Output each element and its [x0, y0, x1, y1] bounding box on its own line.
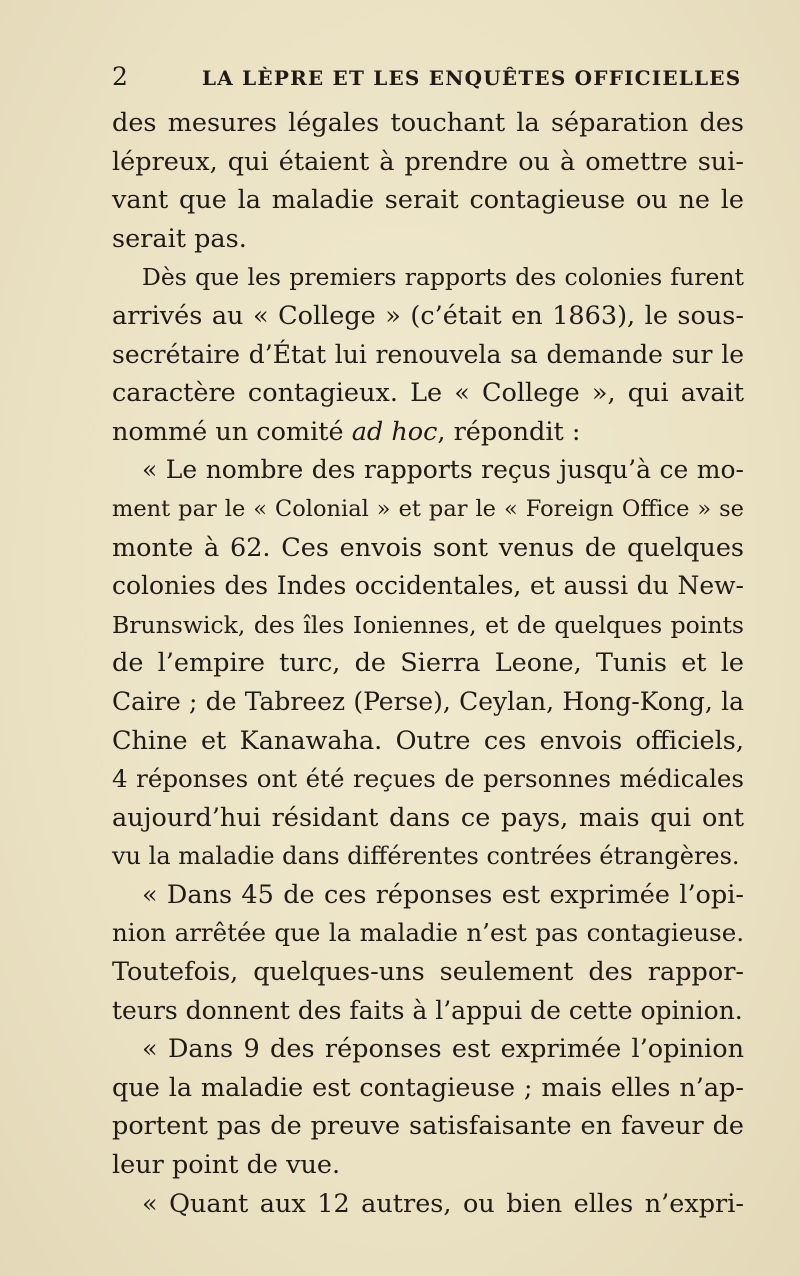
text-line: « Dans 45 de ces réponses est exprimée l’opi-: [142, 879, 744, 910]
page-number: 2: [112, 62, 128, 91]
text-line: Brunswick, des îles Ioniennes, et de quelques points: [112, 610, 744, 639]
text-line: de l’empire turc, de Sierra Leone, Tunis et le: [112, 648, 744, 679]
running-head: [112, 62, 742, 92]
italic-phrase: ad hoc: [351, 416, 438, 447]
text-line: Chine et Kanawaha. Outre ces envois officiels,: [112, 725, 744, 756]
text-line: arrivés au « College » (c’était en 1863), le sous-: [112, 300, 744, 331]
text-line: portent pas de preuve satisfaisante en faveur de: [112, 1111, 744, 1142]
text-line: [112, 413, 744, 452]
text-line: colonies des Indes occidentales, et aussi du New-: [112, 571, 744, 601]
body-text: [112, 104, 744, 1223]
text-line: Toutefois, quelques-uns seulement des rappor-: [112, 957, 744, 988]
text-line: teurs donnent des faits à l’appui de cette opinion.: [112, 995, 743, 1025]
text-line: « Dans 9 des réponses est exprimée l’opinion: [142, 1034, 744, 1065]
text-line: nion arrêtée que la maladie n’est pas contagieuse.: [112, 918, 744, 948]
text-line: « Le nombre des rapports reçus jusqu’à ce mo-: [142, 455, 744, 485]
text-line: des mesures légales touchant la séparation des: [112, 108, 744, 138]
text-line: lépreux, qui étaient à prendre ou à omettre sui-: [112, 146, 744, 177]
text-line: aujourd’hui résidant dans ce pays, mais qui ont: [112, 802, 744, 833]
text-segment: , répondit :: [437, 416, 581, 447]
running-title: LA LÈPRE ET LES ENQUÊTES OFFICIELLES: [202, 66, 742, 90]
text-line: leur point de vue.: [112, 1150, 341, 1181]
text-line: vu la maladie dans différentes contrées étrangères.: [112, 842, 740, 871]
text-line: serait pas.: [112, 223, 247, 254]
text-line: Dès que les premiers rapports des colonies furent: [142, 263, 744, 292]
text-line: 4 réponses ont été reçues de personnes médicales: [112, 764, 744, 794]
text-line: que la maladie est contagieuse ; mais elles n’ap-: [112, 1072, 744, 1103]
text-segment: nommé un comité: [112, 416, 352, 447]
text-line: « Quant aux 12 autres, ou bien elles n’expri-: [142, 1188, 744, 1219]
text-line: Caire ; de Tabreez (Perse), Ceylan, Hong-Kong, la: [112, 686, 744, 716]
text-line: secrétaire d’État lui renouvela sa demande sur le: [112, 339, 744, 369]
text-line: monte à 62. Ces envois sont venus de quelques: [112, 532, 744, 563]
text-line: ment par le « Colonial » et par le « Foreign Office » se: [112, 495, 744, 522]
text-line: vant que la maladie serait contagieuse ou ne le: [112, 185, 744, 216]
text-line: caractère contagieux. Le « College », qui avait: [112, 378, 744, 409]
